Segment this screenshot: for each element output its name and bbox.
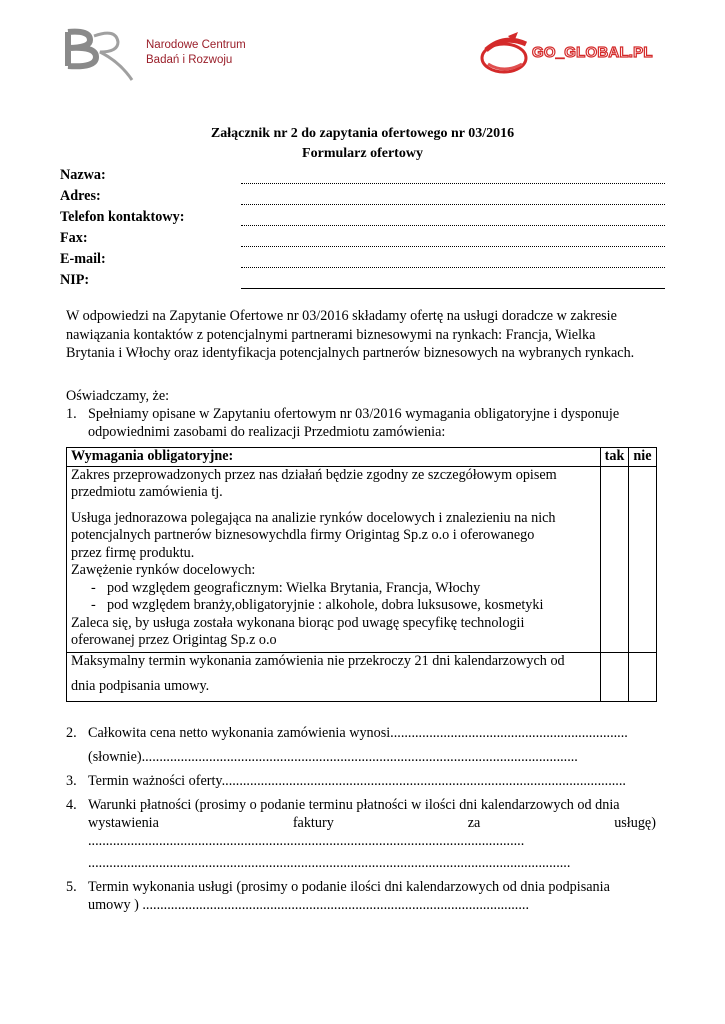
table-header-nie: nie	[629, 448, 657, 467]
logo-text-line-2: Badań i Rozwoju	[146, 54, 233, 66]
table-row	[67, 652, 657, 701]
item-number: 2.	[66, 725, 77, 741]
payment-word: wystawienia	[88, 815, 159, 831]
cell-line: Zakres przeprowadzonych przez nas działań będzie zgodny ze szczegółowym opisem	[71, 466, 557, 483]
payment-terms-input-1[interactable]: ...........................................................................................................................	[88, 833, 525, 849]
field-input-telefon[interactable]	[241, 225, 665, 226]
payment-word: usługę)	[614, 815, 656, 831]
bullet-item	[71, 597, 596, 615]
cell-line: Zawężenie rynków docelowych:	[71, 562, 256, 578]
checkbox-tak-deadline[interactable]	[601, 652, 629, 701]
field-input-adres[interactable]	[241, 204, 665, 205]
service-deadline-line	[88, 878, 656, 897]
field-label-fax: Fax:	[60, 230, 88, 246]
ncbr-emblem-icon	[60, 22, 140, 84]
checkbox-tak-scope[interactable]	[601, 466, 629, 652]
bullet-text: pod względem branży,obligatoryjnie : alkohole, dobra luksusowe, kosmetyki	[107, 597, 544, 613]
bullet-dash: -	[91, 597, 96, 613]
checkbox-nie-scope[interactable]	[629, 466, 657, 652]
go-global-text: GO_GLOBAL.PL	[532, 44, 653, 61]
item-number: 1.	[66, 406, 77, 422]
field-label-email: E-mail:	[60, 251, 106, 267]
intro-paragraph	[66, 307, 666, 363]
cell-line: oferowanej przez Origintag Sp.z o.o	[71, 632, 277, 648]
table-header-row	[67, 448, 657, 467]
checkbox-nie-deadline[interactable]	[629, 652, 657, 701]
declaration-item-1	[88, 406, 656, 423]
document-title: Załącznik nr 2 do zapytania ofertowego nr 03/2016	[210, 126, 515, 141]
go-global-logo	[478, 30, 678, 80]
offer-validity-line[interactable]: Termin ważności oferty..................................................................................................................	[88, 773, 626, 789]
bullet-dash: -	[91, 579, 96, 596]
logo-text-line-1: Narodowe Centrum	[146, 39, 246, 51]
item-number: 4.	[66, 797, 77, 813]
ncbr-logo	[60, 22, 260, 84]
document-subtitle: Formularz ofertowy	[302, 146, 423, 161]
intro-line: Brytania i Włochy oraz identyfikacja potencjalnych partnerów biznesowych na wybranych rynkach.	[66, 345, 635, 361]
cell-line: dnia podpisania umowy.	[71, 678, 210, 694]
payment-word: za	[467, 815, 481, 831]
service-deadline-input[interactable]: umowy ) .............................................................................................................	[88, 897, 529, 913]
payment-word: faktury	[292, 815, 334, 831]
table-row	[67, 466, 657, 652]
table-header-tak: tak	[601, 448, 629, 467]
field-input-nip[interactable]	[241, 288, 665, 289]
field-input-fax[interactable]	[241, 246, 665, 247]
field-label-nip: NIP:	[60, 272, 90, 288]
intro-line: W odpowiedzi na Zapytanie Ofertowe nr 03/2016 składamy ofertę na usługi doradcze w zakresie	[66, 308, 617, 324]
requirement-deadline-cell	[67, 652, 601, 701]
declaration-item-1-line: Spełniamy opisane w Zapytaniu ofertowym nr 03/2016 wymagania obligatoryjne i dysponuje	[88, 406, 620, 422]
globe-icon	[478, 30, 538, 80]
net-price-line[interactable]: Całkowita cena netto wykonania zamówienia wynosi...................................................................	[88, 725, 628, 741]
cell-line: Zaleca się, by usługa została wykonana biorąc pod uwagę specyfikę technologii	[71, 614, 525, 631]
bullet-item	[71, 580, 596, 598]
table-header-requirements: Wymagania obligatoryjne:	[67, 448, 601, 467]
requirement-scope-cell	[67, 466, 601, 652]
cell-line: przez firmę produktu.	[71, 544, 195, 561]
price-in-words-line[interactable]: (słownie)...........................................................................................................................	[88, 749, 578, 765]
cell-line: potencjalnych partnerów biznesowychdla firmy Origintag Sp.z o.o i oferowanego	[71, 527, 535, 543]
payment-terms-line: Warunki płatności (prosimy o podanie terminu płatności w ilości dni kalendarzowych od dnia	[88, 797, 620, 813]
cell-line: Maksymalny termin wykonania zamówienia nie przekroczy 21 dni kalendarzowych od	[71, 652, 565, 669]
cell-line: Usługa jednorazowa polegająca na analizie rynków docelowych i znalezieniu na nich	[71, 509, 556, 526]
payment-terms-input-2[interactable]: ........................................................................................................................................	[88, 855, 571, 871]
field-input-nazwa[interactable]	[241, 183, 665, 184]
declaration-item-1-line-2: odpowiednimi zasobami do realizacji Przedmiotu zamówienia:	[88, 424, 446, 440]
item-number: 3.	[66, 773, 77, 789]
payment-terms-line-2	[88, 814, 656, 833]
intro-line: nawiązania kontaktów z potencjalnymi partnerami biznesowymi na rynkach: Francja, Wielka	[66, 326, 596, 343]
bullet-text: pod względem geograficznym: Wielka Brytania, Francja, Włochy	[107, 579, 481, 596]
service-deadline-text: Termin wykonania usługi (prosimy o podanie ilości dni kalendarzowych od dnia podpisania	[88, 879, 610, 895]
field-label-telefon: Telefon kontaktowy:	[60, 209, 185, 225]
declaration-lead: Oświadczamy, że:	[66, 388, 170, 404]
item-number: 5.	[66, 879, 77, 895]
field-label-adres: Adres:	[60, 188, 101, 204]
requirements-table	[66, 447, 657, 702]
field-label-nazwa: Nazwa:	[60, 167, 106, 183]
field-input-email[interactable]	[241, 267, 665, 268]
cell-line: przedmiotu zamówienia tj.	[71, 484, 223, 500]
